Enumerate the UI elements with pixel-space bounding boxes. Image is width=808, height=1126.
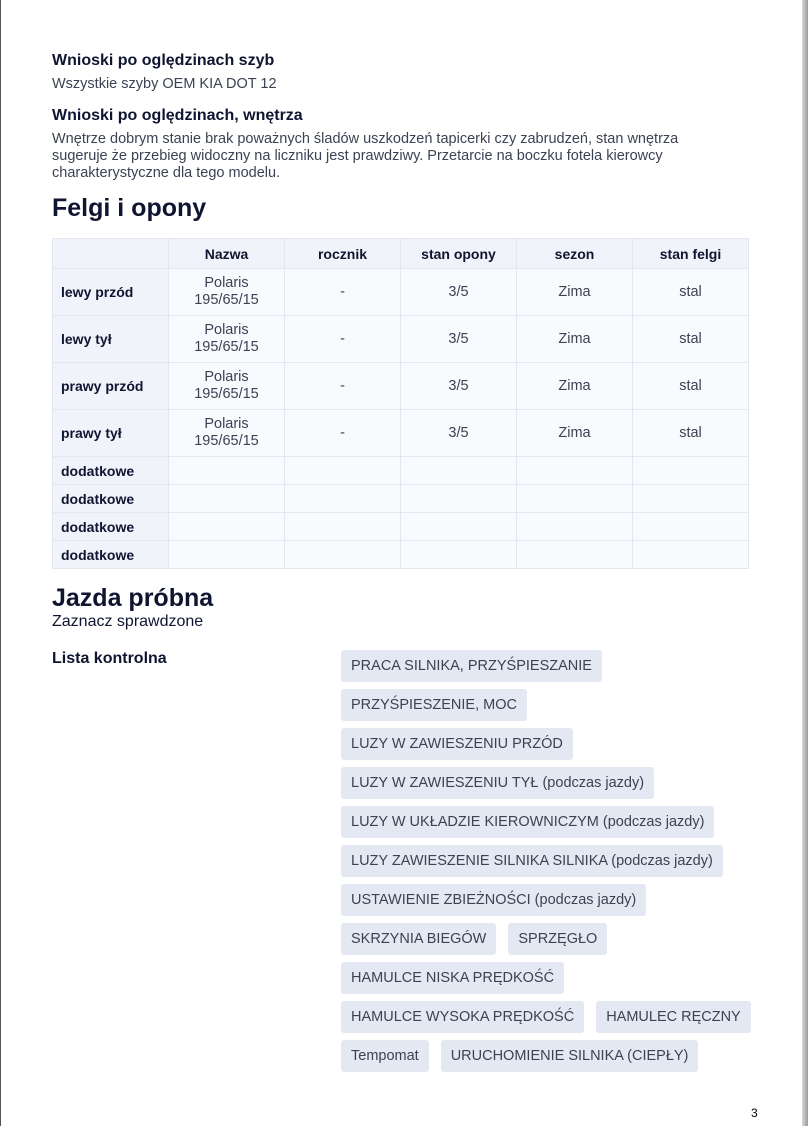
rim-cell: stal [633, 269, 749, 316]
table-row-extra [53, 541, 749, 569]
checklist-row [341, 728, 741, 760]
tire-size: 195/65/15 [194, 433, 259, 449]
empty-cell [401, 513, 517, 541]
empty-cell [285, 457, 401, 485]
checklist-item[interactable]: HAMULCE NISKA PRĘDKOŚĆ [341, 962, 564, 994]
page-number: 3 [751, 1106, 758, 1120]
empty-cell [285, 485, 401, 513]
row-label: prawy tył [53, 410, 169, 457]
interior-line: charakterystyczne dla tego modelu. [52, 165, 281, 181]
table-row [53, 269, 749, 316]
tire-brand: Polaris [204, 322, 249, 338]
tire-condition-cell: 3/5 [401, 363, 517, 410]
empty-cell [169, 457, 285, 485]
checklist-label: Lista kontrolna [52, 650, 167, 667]
checklist-item[interactable]: Tempomat [341, 1040, 429, 1072]
tire-name [169, 410, 285, 457]
row-label: prawy przód [53, 363, 169, 410]
windows-text: Wszystkie szyby OEM KIA DOT 12 [52, 76, 277, 92]
interior-line: sugeruje że przebieg widoczny na liczniku jest prawdziwy. Przetarcie na boczku fotela kierowcy [52, 148, 663, 164]
row-label: lewy przód [53, 269, 169, 316]
checklist-row [341, 845, 741, 877]
table-header-row [53, 239, 749, 269]
checklist-row [341, 923, 741, 955]
checklist-row [341, 650, 741, 682]
checklist-item[interactable]: URUCHOMIENIE SILNIKA (CIEPŁY) [441, 1040, 699, 1072]
rim-cell: stal [633, 363, 749, 410]
table-row [53, 363, 749, 410]
wheels-table [52, 238, 749, 569]
table-header: stan opony [401, 239, 517, 269]
tire-size: 195/65/15 [194, 292, 259, 308]
test-drive-title: Jazda próbna [52, 584, 214, 612]
page-shadow [802, 0, 808, 1126]
tire-brand: Polaris [204, 275, 249, 291]
empty-cell [285, 513, 401, 541]
rim-cell: stal [633, 410, 749, 457]
row-label: dodatkowe [53, 457, 169, 485]
empty-cell [401, 485, 517, 513]
tire-size: 195/65/15 [194, 386, 259, 402]
table-header [53, 239, 169, 269]
checklist-item[interactable]: SKRZYNIA BIEGÓW [341, 923, 496, 955]
windows-title: Wnioski po oględzinach szyb [52, 52, 275, 69]
tire-condition-cell: 3/5 [401, 410, 517, 457]
checklist-item[interactable]: HAMULCE WYSOKA PRĘDKOŚĆ [341, 1001, 584, 1033]
checklist-item[interactable]: LUZY W ZAWIESZENIU PRZÓD [341, 728, 573, 760]
interior-text [52, 131, 678, 182]
checklist-row [341, 1040, 741, 1072]
table-header: rocznik [285, 239, 401, 269]
checklist-row [341, 689, 741, 721]
year-cell: - [285, 316, 401, 363]
interior-line: Wnętrze dobrym stanie brak poważnych śladów uszkodzeń tapicerki czy zabrudzeń, stan wnętrza [52, 131, 679, 147]
checklist-item[interactable]: PRACA SILNIKA, PRZYŚPIESZANIE [341, 650, 602, 682]
interior-title: Wnioski po oględzinach, wnętrza [52, 107, 303, 124]
checklist-row [341, 1001, 741, 1033]
checklist-item[interactable]: LUZY ZAWIESZENIE SILNIKA SILNIKA (podczas jazdy) [341, 845, 723, 877]
table-row-extra [53, 485, 749, 513]
empty-cell [285, 541, 401, 569]
year-cell: - [285, 269, 401, 316]
empty-cell [633, 485, 749, 513]
empty-cell [401, 541, 517, 569]
checklist-row [341, 806, 741, 838]
empty-cell [633, 457, 749, 485]
tire-name [169, 316, 285, 363]
tire-condition-cell: 3/5 [401, 269, 517, 316]
checklist-row [341, 962, 741, 994]
table-row-extra [53, 513, 749, 541]
empty-cell [401, 457, 517, 485]
tire-brand: Polaris [204, 416, 249, 432]
tire-condition-cell: 3/5 [401, 316, 517, 363]
empty-cell [169, 485, 285, 513]
checklist [341, 650, 741, 1079]
year-cell: - [285, 363, 401, 410]
empty-cell [517, 485, 633, 513]
empty-cell [517, 457, 633, 485]
empty-cell [633, 513, 749, 541]
tire-brand: Polaris [204, 369, 249, 385]
empty-cell [169, 541, 285, 569]
checklist-item[interactable]: SPRZĘGŁO [508, 923, 607, 955]
checklist-row [341, 884, 741, 916]
table-header: sezon [517, 239, 633, 269]
year-cell: - [285, 410, 401, 457]
checklist-item[interactable]: LUZY W UKŁADZIE KIEROWNICZYM (podczas jazdy) [341, 806, 714, 838]
table-row-extra [53, 457, 749, 485]
season-cell: Zima [517, 269, 633, 316]
row-label: dodatkowe [53, 485, 169, 513]
empty-cell [169, 513, 285, 541]
row-label: dodatkowe [53, 541, 169, 569]
checklist-row [341, 767, 741, 799]
page-edge [0, 0, 1, 1126]
checklist-item[interactable]: HAMULEC RĘCZNY [596, 1001, 751, 1033]
checklist-item[interactable]: LUZY W ZAWIESZENIU TYŁ (podczas jazdy) [341, 767, 654, 799]
tire-name [169, 269, 285, 316]
checklist-item[interactable]: PRZYŚPIESZENIE, MOC [341, 689, 527, 721]
test-drive-subtitle: Zaznacz sprawdzone [52, 613, 204, 630]
empty-cell [633, 541, 749, 569]
rim-cell: stal [633, 316, 749, 363]
table-header: stan felgi [633, 239, 749, 269]
empty-cell [517, 513, 633, 541]
checklist-item[interactable]: USTAWIENIE ZBIEŻNOŚCI (podczas jazdy) [341, 884, 646, 916]
row-label: lewy tył [53, 316, 169, 363]
tire-name [169, 363, 285, 410]
row-label: dodatkowe [53, 513, 169, 541]
table-header: Nazwa [169, 239, 285, 269]
empty-cell [517, 541, 633, 569]
wheels-title: Felgi i opony [52, 194, 207, 222]
table-row [53, 410, 749, 457]
season-cell: Zima [517, 363, 633, 410]
tire-size: 195/65/15 [194, 339, 259, 355]
table-row [53, 316, 749, 363]
season-cell: Zima [517, 410, 633, 457]
season-cell: Zima [517, 316, 633, 363]
